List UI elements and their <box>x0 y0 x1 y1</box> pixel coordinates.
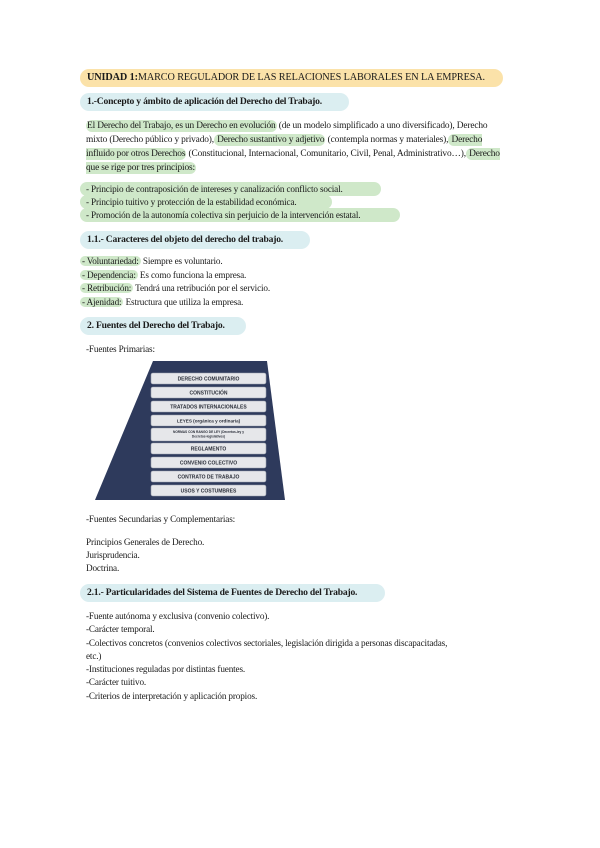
concept-paragraph: El Derecho del Trabajo, es un Derecho en evolución (de un modelo simplificado a uno diversificado), Derecho mixto (Derecho público y privado), Derecho sustantivo y adjetivo (contempla normas y materiales), Derecho influido por otros Derechos (Constitucional, Internacional, Comunitario, Civil, Penal, Administrativo…), Derecho que se rige por tres principios: <box>86 121 500 173</box>
principle-item: - Principio de contraposición de intereses y canalización conflicto social. <box>80 182 381 196</box>
pyramid-level-label: TRATADOS INTERNACIONALES <box>170 404 247 411</box>
character-item: - Dependencia: Es como funciona la empresa. <box>82 270 247 280</box>
pyramid-level-label: REGLAMENTO <box>190 446 227 453</box>
particularity-item: -Carácter temporal. <box>86 624 155 634</box>
pyramid-level-label: CONSTITUCIÓN <box>189 390 228 397</box>
character-item: - Retribución: Tendrá una retribución por el servicio. <box>82 283 271 293</box>
particularity-item: -Fuente autónoma y exclusiva (convenio colectivo). <box>86 611 270 621</box>
pyramid-level-label: NORMAS CON RANGO DE LEY (Decretos-ley y Decretos-legislativos) <box>173 430 244 439</box>
secondary-source-item: Jurisprudencia. <box>86 550 140 560</box>
secondary-source-item: Principios Generales de Derecho. <box>86 537 205 547</box>
particularity-item: -Instituciones reguladas por distintas fuentes. <box>86 664 246 674</box>
particularity-item: -Criterios de interpretación y aplicación propios. <box>86 691 258 701</box>
principle-item: - Promoción de la autonomía colectiva sin perjuicio de la intervención estatal. <box>80 208 400 222</box>
primary-sources-label: -Fuentes Primarias: <box>86 344 155 354</box>
pyramid-level-label: DERECHO COMUNITARIO <box>177 376 240 383</box>
pyramid-level-label: LEYES (orgánica y ordinaria) <box>176 418 241 424</box>
character-item: - Voluntariedad: Siempre es voluntario. <box>82 256 223 266</box>
pyramid-level-label: CONVENIO COLECTIVO <box>179 460 238 467</box>
section-heading-2-1: 2.1.- Particularidades del Sistema de Fuentes de Derecho del Trabajo. <box>80 584 385 602</box>
pyramid-level-label: USOS Y COSTUMBRES <box>180 488 237 495</box>
particularity-item: etc.) <box>86 651 102 661</box>
character-item: - Ajenidad: Estructura que utiliza la empresa. <box>82 297 244 307</box>
secondary-source-item: Doctrina. <box>86 563 120 573</box>
principle-item: - Principio tuitivo y protección de la estabilidad económica. <box>80 195 332 209</box>
particularity-item: -Carácter tuitivo. <box>86 677 147 687</box>
section-heading-1: 1.-Concepto y ámbito de aplicación del Derecho del Trabajo. <box>80 93 349 111</box>
pyramid-level-label: CONTRATO DE TRABAJO <box>177 474 240 481</box>
section-heading-2: 2. Fuentes del Derecho del Trabajo. <box>80 317 246 335</box>
unit-title: UNIDAD 1:MARCO REGULADOR DE LAS RELACIONES LABORALES EN LA EMPRESA. <box>80 69 503 87</box>
secondary-sources-label: -Fuentes Secundarias y Complementarias: <box>86 514 236 524</box>
sources-pyramid <box>95 361 285 500</box>
section-heading-1-1: 1.1.- Caracteres del objeto del derecho del trabajo. <box>80 231 310 249</box>
particularity-item: -Colectivos concretos (convenios colectivos sectoriales, legislación dirigida a personas discapacitadas, <box>86 638 448 648</box>
pyramid-levels <box>151 373 266 496</box>
